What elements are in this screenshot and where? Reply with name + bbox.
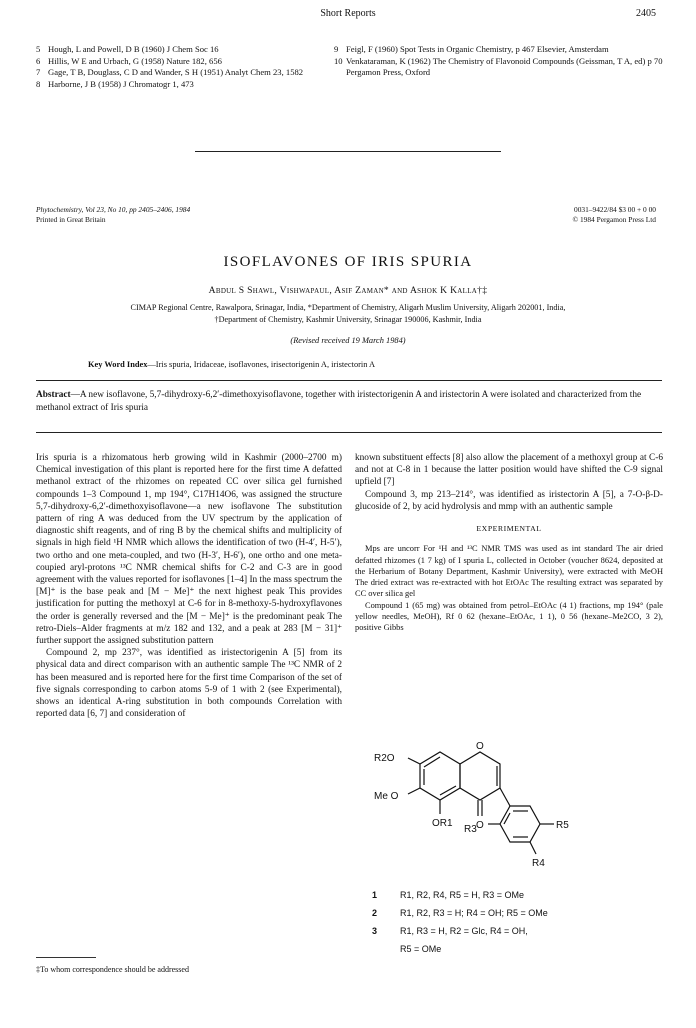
body-paragraph: Compound 3, mp 213–214°, was identified as iristectorin A [5], a 7-O-β-D-glucoside of 2, by acid hydrolysis and mmp with an authentic sample — [355, 489, 663, 512]
body-paragraph: Compound 2, mp 237°, was identified as iristectorigenin A [5] from its physical data and direct comparison with an authentic sample The ¹³C NMR of 2 has been measured and is reported here for the first time Comparison of the set of five signals corresponding to carbon atoms 5-9 of 1 with 2 (see Experimental), shows an identical A-ring substitution in both compounds Correlation with reported data [6, 7] and consideration of — [36, 648, 342, 720]
experimental-paragraph: Mps are uncorr For ¹H and ¹³C NMR TMS was used as int standard The air dried defatted rhizomes (1 7 kg) of I spuria L, collected in October (voucher 8624, deposited at the Herbarium of Botany Department, Kashmir University), were extracted with MeOH The dried extract was re-extracted with hot EtOAc The resulting extract was separated by CC over silica gel — [355, 544, 663, 599]
affiliations — [0, 302, 696, 325]
section-divider — [195, 151, 501, 152]
affiliation-line: CIMAP Regional Centre, Rawalpora, Srinagar, India, *Department of Chemistry, Aligarh Muslim University, Aligarh 202001, India, — [130, 303, 566, 312]
reference-item: 7 Gage, T B, Douglass, C D and Wander, S H (1951) Analyt Chem 23, 1582 — [36, 67, 304, 77]
compound-row — [372, 904, 548, 922]
label-meo: Me O — [374, 791, 399, 802]
body-paragraph: known substituent effects [8] also allow the placement of a methoxyl group at C-6 and not at C-8 in 1 because the latter position would have shifted the C-9 signal upfield [7] — [355, 453, 663, 488]
compound-substituents: R1, R2, R4, R5 = H, R3 = OMe — [400, 890, 525, 900]
reference-column-right — [334, 44, 666, 79]
footnote-rule — [36, 957, 96, 958]
abstract-bottom-rule — [36, 432, 662, 433]
experimental-paragraph: Compound 1 (65 mg) was obtained from petrol–EtOAc (4 1) fractions, mp 194° (pale yellow needles, MeOH), Rf 0 62 (hexane–EtOAc, 1 1), 0 56 (hexane–Me2CO, 3 2), positive Gibbs — [355, 600, 663, 633]
ring-c — [460, 752, 500, 800]
experimental-heading: EXPERIMENTAL — [476, 524, 542, 534]
journal-citation: Phytochemistry, Vol 23, No 10, pp 2405–2406, 1984 — [36, 205, 191, 214]
label-r5: R5 — [556, 820, 569, 831]
keyword-list: —Iris spuria, Iridaceae, isoflavones, irisectorigenin A, iristectorin A — [147, 360, 376, 369]
reference-item: 9 Feigl, F (1960) Spot Tests in Organic Chemistry, p 467 Elsevier, Amsterdam — [334, 44, 609, 54]
issn: 0031–9422/84 $3 00 + 0 00 — [574, 205, 656, 214]
page-number: 2405 — [636, 8, 656, 19]
ring-a — [420, 752, 460, 800]
isoflavone-structure-diagram — [360, 716, 600, 896]
affiliation-line: †Department of Chemistry, Kashmir University, Srinagar 190006, Kashmir, India — [214, 314, 482, 324]
abstract-label: Abstract — [36, 390, 71, 400]
journal-info — [36, 205, 190, 224]
copyright: © 1984 Pergamon Press Ltd — [572, 214, 656, 224]
compound-substituent-list — [372, 886, 548, 958]
compound-row — [372, 940, 548, 958]
compound-substituents: R1, R3 = H, R2 = Glc, R4 = OH, — [400, 926, 528, 936]
label-r4: R4 — [532, 858, 545, 869]
printed-in: Printed in Great Britain — [36, 214, 106, 224]
issn-block — [573, 205, 657, 224]
reference-item: 10 Venkataraman, K (1962) The Chemistry of Flavonoid Compounds (Geissman, T A, ed) p 70 Pergamon Press, Oxford — [334, 55, 663, 77]
author-list: Abdul S Shawl, Vishwapaul, Asif Zaman* and Ashok K Kalla†‡ — [208, 285, 488, 296]
body-column-left — [36, 452, 342, 720]
running-head — [0, 8, 696, 22]
compound-substituents: R5 = OMe — [400, 944, 442, 954]
label-carbonyl-oxygen: O — [476, 820, 484, 831]
abstract — [36, 389, 662, 414]
reference-item: 5 Hough, L and Powell, D B (1960) J Chem Soc 16 — [36, 44, 219, 54]
footnote: ‡To whom correspondence should be addressed — [36, 965, 189, 974]
body-paragraph: Iris spuria is a rhizomatous herb growing wild in Kashmir (2000–2700 m) Chemical investigation of this plant is reported here for the first time A defatted methanol extract of the rhizomes on repeated CC over silica gel furnished compounds 1–3 Compound 1, mp 194°, C17H14O6, was assigned the structure 5,7-dihydroxy-6,2′-dimethoxyisoflavone—a new isoflavone The substitution pattern of ring A was deduced from the UV spectrum by the application of diagnostic shift reagents, and of ring B by the chemical shifts and multiplicity of signals in high field ¹H NMR which allows the identification of two (H-4′, H-5′), two ortho and one meta-coupled, and two (H-3′, H-6′), one ortho and one meta-coupied aryl-protons ¹³C NMR chemical shifts for C-2 and C-3 are in good agreement with the values reported for isoflavones [1–4] In the mass spectrum the [M]⁺ is the base peak and [M − Me]⁺ the next highest peak This provides justification for putting the methoxyl at C-6 for in 8-methoxy-5-hydroxyflavones the order is generally reversed and the [M − Me]⁺ is the predominant peak The retro-Diels–Alder fragments at m/z 182 and 132, and a peak at 283 [M − 31]⁺ further support the assigned substitution pattern — [36, 453, 342, 647]
article-title: ISOFLAVONES OF IRIS SPURIA — [223, 254, 473, 270]
running-head-title: Short Reports — [320, 8, 376, 19]
abstract-top-rule — [36, 380, 662, 381]
body-column-right — [355, 452, 663, 634]
label-r3: R3 — [464, 824, 477, 835]
reference-item: 6 Hillis, W E and Urbach, G (1958) Nature 182, 656 — [36, 55, 222, 66]
label-r2o: R2O — [374, 753, 395, 764]
abstract-text: —A new isoflavone, 5,7-dihydroxy-6,2′-dimethoxyisoflavone, together with iristectorigenin A and iristectorin A were isolated and characterized from the methanol extract of Iris spuria — [36, 390, 642, 413]
reference-item: 8 Harborne, J B (1958) J Chromatogr 1, 473 — [36, 78, 194, 89]
structure-bonds — [408, 752, 554, 854]
compound-number: 2 — [372, 908, 378, 918]
compound-substituents: R1, R2, R3 = H; R4 = OH; R5 = OMe — [400, 908, 548, 918]
compound-row — [372, 922, 548, 940]
reference-column-left — [36, 44, 336, 90]
label-ring-oxygen: O — [476, 741, 484, 752]
keyword-index — [88, 360, 648, 369]
compound-row — [372, 886, 548, 904]
label-or1: OR1 — [432, 818, 453, 829]
compound-number: 3 — [372, 926, 378, 936]
keyword-label: Key Word Index — [88, 360, 148, 369]
revised-date: (Revised received 19 March 1984) — [290, 336, 406, 345]
compound-number: 1 — [372, 890, 378, 900]
